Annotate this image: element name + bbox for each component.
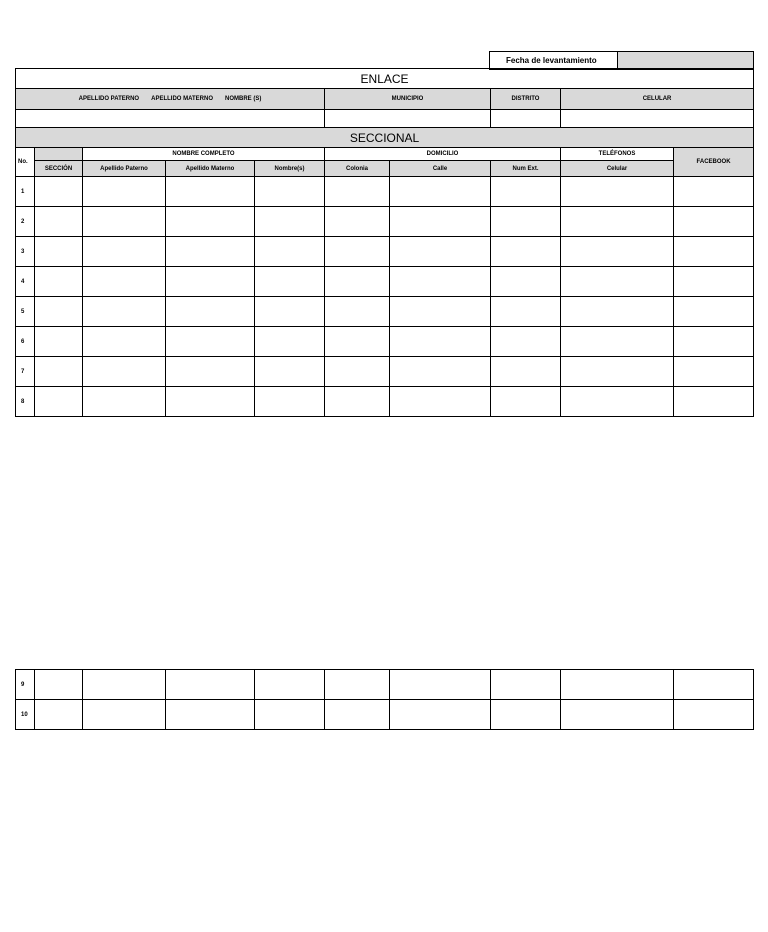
num-ext-cell[interactable]	[491, 700, 561, 730]
fecha-value-field[interactable]	[618, 52, 754, 70]
celular-cell[interactable]	[561, 237, 674, 267]
seccion-cell[interactable]	[35, 327, 83, 357]
facebook-cell[interactable]	[674, 700, 754, 730]
calle-cell[interactable]	[390, 177, 491, 207]
facebook-cell[interactable]	[674, 267, 754, 297]
table-row	[16, 267, 754, 297]
calle-cell[interactable]	[390, 327, 491, 357]
facebook-cell[interactable]	[674, 357, 754, 387]
row-number: 1	[16, 177, 35, 207]
row-number: 3	[16, 237, 35, 267]
enlace-municipio-field[interactable]	[325, 110, 491, 128]
table-row	[16, 237, 754, 267]
nombres-cell[interactable]	[255, 700, 325, 730]
enlace-celular-header: CELULAR	[561, 89, 754, 110]
calle-cell[interactable]	[390, 297, 491, 327]
colonia-cell[interactable]	[325, 297, 390, 327]
colonia-cell[interactable]	[325, 237, 390, 267]
enlace-title: ENLACE	[16, 69, 754, 89]
seccion-group-header	[35, 148, 83, 161]
apellido-paterno-cell[interactable]	[83, 297, 166, 327]
apellido-paterno-cell[interactable]	[83, 700, 166, 730]
num-ext-cell[interactable]	[491, 357, 561, 387]
num-ext-cell[interactable]	[491, 327, 561, 357]
nombres-header: Nombre(s)	[255, 161, 325, 177]
num-ext-cell[interactable]	[491, 387, 561, 417]
celular-cell[interactable]	[561, 357, 674, 387]
apellido-materno-cell[interactable]	[166, 670, 255, 700]
apellido-materno-cell[interactable]	[166, 207, 255, 237]
celular-cell[interactable]	[561, 177, 674, 207]
table-row	[16, 700, 754, 730]
seccion-cell[interactable]	[35, 700, 83, 730]
enlace-nombre-header	[16, 89, 325, 110]
table-row	[16, 297, 754, 327]
apellido-materno-cell[interactable]	[166, 177, 255, 207]
calle-cell[interactable]	[390, 207, 491, 237]
facebook-cell[interactable]	[674, 237, 754, 267]
num-ext-header: Num Ext.	[491, 161, 561, 177]
facebook-header: FACEBOOK	[674, 148, 754, 177]
facebook-cell[interactable]	[674, 297, 754, 327]
enlace-distrito-field[interactable]	[491, 110, 561, 128]
seccion-cell[interactable]	[35, 297, 83, 327]
seccional-title: SECCIONAL	[16, 128, 754, 148]
colonia-header: Colonia	[325, 161, 390, 177]
registro-table	[15, 68, 754, 417]
nombres-cell[interactable]	[255, 387, 325, 417]
nombres-cell[interactable]	[255, 177, 325, 207]
colonia-cell[interactable]	[325, 267, 390, 297]
celular-cell[interactable]	[561, 297, 674, 327]
facebook-cell[interactable]	[674, 207, 754, 237]
celular-cell[interactable]	[561, 670, 674, 700]
table-row	[16, 357, 754, 387]
num-ext-cell[interactable]	[491, 207, 561, 237]
seccion-header: SECCIÓN	[35, 161, 83, 177]
facebook-cell[interactable]	[674, 670, 754, 700]
apellido-materno-cell[interactable]	[166, 297, 255, 327]
celular-cell[interactable]	[561, 207, 674, 237]
seccion-cell[interactable]	[35, 237, 83, 267]
colonia-cell[interactable]	[325, 387, 390, 417]
apellido-paterno-cell[interactable]	[83, 267, 166, 297]
apellido-materno-cell[interactable]	[166, 700, 255, 730]
nombres-cell[interactable]	[255, 207, 325, 237]
apellido-paterno-cell[interactable]	[83, 357, 166, 387]
seccion-cell[interactable]	[35, 207, 83, 237]
row-number: 2	[16, 207, 35, 237]
apellido-paterno-cell[interactable]	[83, 177, 166, 207]
row-number: 9	[16, 670, 35, 700]
table-row	[16, 327, 754, 357]
apellido-paterno-cell[interactable]	[83, 327, 166, 357]
apellido-paterno-cell[interactable]	[83, 237, 166, 267]
calle-header: Calle	[390, 161, 491, 177]
table-row	[16, 387, 754, 417]
colonia-cell[interactable]	[325, 700, 390, 730]
no-header: No.	[16, 148, 35, 177]
celular-cell[interactable]	[561, 267, 674, 297]
apellido-paterno-header: Apellido Paterno	[83, 161, 166, 177]
row-number: 5	[16, 297, 35, 327]
nombres-cell[interactable]	[255, 237, 325, 267]
seccion-cell[interactable]	[35, 387, 83, 417]
apellido-materno-cell[interactable]	[166, 237, 255, 267]
facebook-cell[interactable]	[674, 387, 754, 417]
colonia-cell[interactable]	[325, 207, 390, 237]
colonia-cell[interactable]	[325, 177, 390, 207]
row-number: 4	[16, 267, 35, 297]
apellido-paterno-cell[interactable]	[83, 670, 166, 700]
num-ext-cell[interactable]	[491, 670, 561, 700]
facebook-cell[interactable]	[674, 177, 754, 207]
num-ext-cell[interactable]	[491, 267, 561, 297]
row-number: 8	[16, 387, 35, 417]
nombres-cell[interactable]	[255, 670, 325, 700]
seccion-cell[interactable]	[35, 670, 83, 700]
celular-cell[interactable]	[561, 327, 674, 357]
calle-cell[interactable]	[390, 237, 491, 267]
enlace-apellido-materno-label: APELLIDO MATERNO	[151, 96, 213, 102]
enlace-nombre-field[interactable]	[16, 110, 325, 128]
colonia-cell[interactable]	[325, 327, 390, 357]
enlace-municipio-header: MUNICIPIO	[325, 89, 491, 110]
registro-table-continuation	[15, 669, 754, 730]
enlace-apellido-paterno-label: APELLIDO PATERNO	[78, 96, 140, 102]
celular-cell[interactable]	[561, 387, 674, 417]
celular-cell[interactable]	[561, 700, 674, 730]
num-ext-cell[interactable]	[491, 177, 561, 207]
colonia-cell[interactable]	[325, 670, 390, 700]
calle-cell[interactable]	[390, 700, 491, 730]
facebook-cell[interactable]	[674, 327, 754, 357]
row-number: 10	[16, 700, 35, 730]
nombres-cell[interactable]	[255, 297, 325, 327]
nombres-cell[interactable]	[255, 327, 325, 357]
fecha-label: Fecha de levantamiento	[490, 52, 618, 70]
enlace-distrito-header: DISTRITO	[491, 89, 561, 110]
apellido-materno-header: Apellido Materno	[166, 161, 255, 177]
num-ext-cell[interactable]	[491, 237, 561, 267]
apellido-paterno-cell[interactable]	[83, 387, 166, 417]
nombre-completo-header: NOMBRE COMPLETO	[83, 148, 325, 161]
telefonos-header: TELÉFONOS	[561, 148, 674, 161]
seccion-cell[interactable]	[35, 177, 83, 207]
apellido-materno-cell[interactable]	[166, 267, 255, 297]
row-number: 6	[16, 327, 35, 357]
apellido-materno-cell[interactable]	[166, 357, 255, 387]
table-row	[16, 177, 754, 207]
table-row	[16, 670, 754, 700]
seccion-cell[interactable]	[35, 267, 83, 297]
nombres-cell[interactable]	[255, 267, 325, 297]
colonia-cell[interactable]	[325, 357, 390, 387]
seccion-cell[interactable]	[35, 357, 83, 387]
apellido-materno-cell[interactable]	[166, 387, 255, 417]
nombres-cell[interactable]	[255, 357, 325, 387]
celular-header: Celular	[561, 161, 674, 177]
calle-cell[interactable]	[390, 357, 491, 387]
table-row	[16, 207, 754, 237]
apellido-paterno-cell[interactable]	[83, 207, 166, 237]
enlace-celular-field[interactable]	[561, 110, 754, 128]
calle-cell[interactable]	[390, 670, 491, 700]
domicilio-header: DOMICILIO	[325, 148, 561, 161]
num-ext-cell[interactable]	[491, 297, 561, 327]
enlace-nombre-label: NOMBRE (S)	[225, 96, 262, 102]
apellido-materno-cell[interactable]	[166, 327, 255, 357]
row-number: 7	[16, 357, 35, 387]
calle-cell[interactable]	[390, 267, 491, 297]
calle-cell[interactable]	[390, 387, 491, 417]
